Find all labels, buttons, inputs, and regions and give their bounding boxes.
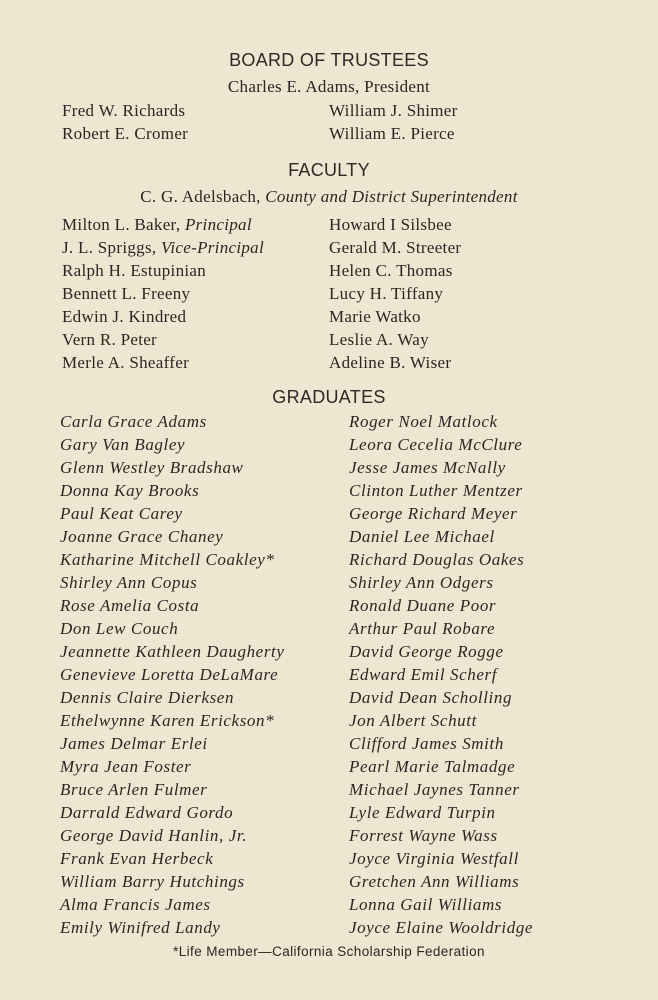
faculty-member: Vern R. Peter xyxy=(62,330,158,349)
graduate-name: Gretchen Ann Williams xyxy=(349,872,520,891)
graduate-name: Jesse James McNally xyxy=(349,458,506,477)
graduate-name: Frank Evan Herbeck xyxy=(60,849,214,868)
graduate-name: Ethelwynne Karen Erickson* xyxy=(60,711,275,730)
faculty-member: Milton L. Baker, Principal xyxy=(62,215,252,234)
graduate-name: David Dean Scholling xyxy=(349,688,513,707)
graduate-name: Arthur Paul Robare xyxy=(349,619,496,638)
graduates-heading: GRADUATES xyxy=(272,387,386,407)
graduate-name: Jon Albert Schutt xyxy=(349,711,477,730)
graduate-name: Joanne Grace Chaney xyxy=(60,527,224,546)
graduate-name: Paul Keat Carey xyxy=(60,504,183,523)
graduate-name: Glenn Westley Bradshaw xyxy=(60,458,244,477)
board-right-column xyxy=(329,99,458,145)
graduate-name: James Delmar Erlei xyxy=(60,734,208,753)
footnote: *Life Member—California Scholarship Federation xyxy=(173,944,485,959)
faculty-member: J. L. Spriggs, Vice-Principal xyxy=(62,238,264,257)
graduate-name: Don Lew Couch xyxy=(60,619,179,638)
graduates-right-column xyxy=(349,410,533,939)
graduate-name: Dennis Claire Dierksen xyxy=(60,688,235,707)
graduate-name: Clinton Luther Mentzer xyxy=(349,481,523,500)
faculty-member: Gerald M. Streeter xyxy=(329,238,462,257)
graduate-name: Lonna Gail Williams xyxy=(349,895,503,914)
trustee-name: William E. Pierce xyxy=(329,124,455,143)
graduate-name: Donna Kay Brooks xyxy=(60,481,200,500)
graduate-name: Emily Winifred Landy xyxy=(60,918,221,937)
faculty-member: Adeline B. Wiser xyxy=(329,353,452,372)
graduate-name: Edward Emil Scherf xyxy=(349,665,498,684)
faculty-member: Leslie A. Way xyxy=(329,330,429,349)
faculty-member: Merle A. Sheaffer xyxy=(62,353,190,372)
board-president: Charles E. Adams, President xyxy=(227,77,431,96)
graduate-name: Clifford James Smith xyxy=(349,734,504,753)
trustee-name: William J. Shimer xyxy=(329,101,458,120)
graduate-name: Jeannette Kathleen Daugherty xyxy=(60,642,285,661)
graduate-name: Richard Douglas Oakes xyxy=(349,550,525,569)
graduate-name: Alma Francis James xyxy=(60,895,211,914)
board-heading: BOARD OF TRUSTEES xyxy=(229,50,429,70)
board-left-column xyxy=(62,99,188,145)
graduate-name: Genevieve Loretta DeLaMare xyxy=(60,665,279,684)
graduate-name: Bruce Arlen Fulmer xyxy=(60,780,208,799)
graduate-name: Leora Cecelia McClure xyxy=(349,435,523,454)
faculty-member: Helen C. Thomas xyxy=(329,261,453,280)
faculty-heading: FACULTY xyxy=(288,160,370,180)
graduate-name: William Barry Hutchings xyxy=(60,872,245,891)
graduate-name: Lyle Edward Turpin xyxy=(349,803,496,822)
faculty-member: Lucy H. Tiffany xyxy=(329,284,444,303)
graduate-name: George Richard Meyer xyxy=(349,504,518,523)
graduate-name: Shirley Ann Odgers xyxy=(349,573,494,592)
graduate-name: Katharine Mitchell Coakley* xyxy=(60,550,275,569)
superintendent-title: County and District Superintendent xyxy=(265,187,518,206)
superintendent-name: C. G. Adelsbach, xyxy=(140,187,261,206)
graduate-name: Myra Jean Foster xyxy=(60,757,192,776)
graduate-name: Shirley Ann Copus xyxy=(60,573,198,592)
faculty-member: Marie Watko xyxy=(329,307,421,326)
faculty-member: Bennett L. Freeny xyxy=(62,284,191,303)
graduate-name: Joyce Virginia Westfall xyxy=(349,849,519,868)
trustee-name: Robert E. Cromer xyxy=(62,124,189,143)
graduate-name: Forrest Wayne Wass xyxy=(349,826,498,845)
graduate-name: Rose Amelia Costa xyxy=(60,596,200,615)
faculty-right-column xyxy=(329,213,461,374)
faculty-member: Howard I Silsbee xyxy=(329,215,452,234)
graduate-name: Michael Jaynes Tanner xyxy=(349,780,520,799)
faculty-left-column xyxy=(62,213,264,374)
graduate-name: George David Hanlin, Jr. xyxy=(60,826,248,845)
graduate-name: Darrald Edward Gordo xyxy=(60,803,234,822)
graduate-name: David George Rogge xyxy=(349,642,504,661)
faculty-member: Ralph H. Estupinian xyxy=(62,261,207,280)
graduate-name: Joyce Elaine Wooldridge xyxy=(349,918,534,937)
graduate-name: Gary Van Bagley xyxy=(60,435,186,454)
graduate-name: Daniel Lee Michael xyxy=(349,527,495,546)
graduate-name: Pearl Marie Talmadge xyxy=(349,757,516,776)
faculty-superintendent xyxy=(0,187,658,207)
faculty-member: Edwin J. Kindred xyxy=(62,307,187,326)
trustee-name: Fred W. Richards xyxy=(62,101,186,120)
graduate-name: Ronald Duane Poor xyxy=(349,596,497,615)
graduate-name: Carla Grace Adams xyxy=(60,412,207,431)
graduates-left-column xyxy=(60,410,285,939)
graduate-name: Roger Noel Matlock xyxy=(349,412,498,431)
